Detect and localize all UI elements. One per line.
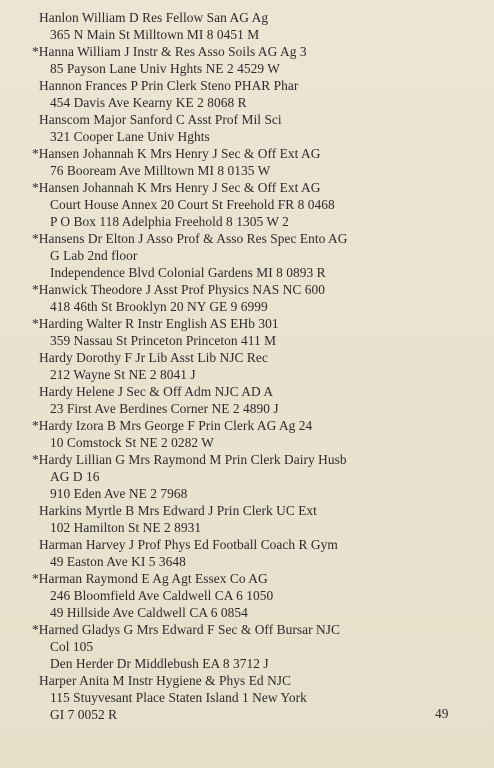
entry-line: *Hardy Izora B Mrs George F Prin Clerk AG Ag 24 <box>32 418 313 433</box>
entry-line: 321 Cooper Lane Univ Hghts <box>50 129 210 144</box>
entry-line: G Lab 2nd floor <box>50 248 138 263</box>
entry-line: Hanscom Major Sanford C Asst Prof Mil Sci <box>39 112 282 127</box>
entry-line: Court House Annex 20 Court St Freehold FR 8 0468 <box>50 197 335 212</box>
entry-line: 102 Hamilton St NE 2 8931 <box>50 520 202 535</box>
entry-line: Harper Anita M Instr Hygiene & Phys Ed NJC <box>39 673 292 688</box>
entry-line: *Hansens Dr Elton J Asso Prof & Asso Res Spec Ento AG <box>32 231 348 246</box>
entry-line: *Hanna William J Instr & Res Asso Soils AG Ag 3 <box>32 44 307 59</box>
entry-line: Hannon Frances P Prin Clerk Steno PHAR Phar <box>39 78 299 93</box>
entry-line: GI 7 0052 R <box>50 707 118 722</box>
entry-line: *Hardy Lillian G Mrs Raymond M Prin Clerk Dairy Husb <box>32 452 347 467</box>
entry-line: P O Box 118 Adelphia Freehold 8 1305 W 2 <box>50 214 289 229</box>
entry-line: *Hansen Johannah K Mrs Henry J Sec & Off Ext AG <box>32 146 321 161</box>
entry-line: *Hanwick Theodore J Asst Prof Physics NAS NC 600 <box>32 282 326 297</box>
entry-line: Hardy Dorothy F Jr Lib Asst Lib NJC Rec <box>39 350 268 365</box>
entry-line: Den Herder Dr Middlebush EA 8 3712 J <box>50 656 269 671</box>
entry-line: 212 Wayne St NE 2 8041 J <box>50 367 196 382</box>
entry-line: 365 N Main St Milltown MI 8 0451 M <box>50 27 260 42</box>
entry-line: AG D 16 <box>50 469 100 484</box>
entry-line: 115 Stuyvesant Place Staten Island 1 New York <box>50 690 307 705</box>
entry-line: *Hansen Johannah K Mrs Henry J Sec & Off Ext AG <box>32 180 321 195</box>
entry-line: *Harned Gladys G Mrs Edward F Sec & Off Bursar NJC <box>32 622 340 637</box>
entry-line: 10 Comstock St NE 2 0282 W <box>50 435 214 450</box>
entry-line: 23 First Ave Berdines Corner NE 2 4890 J <box>50 401 279 416</box>
entry-line: Harkins Myrtle B Mrs Edward J Prin Clerk UC Ext <box>39 503 317 518</box>
entry-line: *Harman Raymond E Ag Agt Essex Co AG <box>32 571 268 586</box>
entry-line: 49 Hillside Ave Caldwell CA 6 0854 <box>50 605 248 620</box>
entry-line: 454 Davis Ave Kearny KE 2 8068 R <box>50 95 247 110</box>
entry-line: 418 46th St Brooklyn 20 NY GE 9 6999 <box>50 299 268 314</box>
entry-line: Col 105 <box>50 639 94 654</box>
entry-line: 49 Easton Ave KI 5 3648 <box>50 554 186 569</box>
entry-line: 246 Bloomfield Ave Caldwell CA 6 1050 <box>50 588 274 603</box>
entry-line: Hardy Helene J Sec & Off Adm NJC AD A <box>39 384 274 399</box>
entry-line: 359 Nassau St Princeton Princeton 411 M <box>50 333 277 348</box>
entry-line: Hanlon William D Res Fellow San AG Ag <box>39 10 269 25</box>
entry-line: Harman Harvey J Prof Phys Ed Football Coach R Gym <box>39 537 338 552</box>
entry-line: 76 Booream Ave Milltown MI 8 0135 W <box>50 163 271 178</box>
entry-line: 85 Payson Lane Univ Hghts NE 2 4529 W <box>50 61 280 76</box>
entry-line: *Harding Walter R Instr English AS EHb 301 <box>32 316 279 331</box>
entry-line: Independence Blvd Colonial Gardens MI 8 0893 R <box>50 265 326 280</box>
page-number: 49 <box>435 706 449 721</box>
entry-line: 910 Eden Ave NE 2 7968 <box>50 486 188 501</box>
